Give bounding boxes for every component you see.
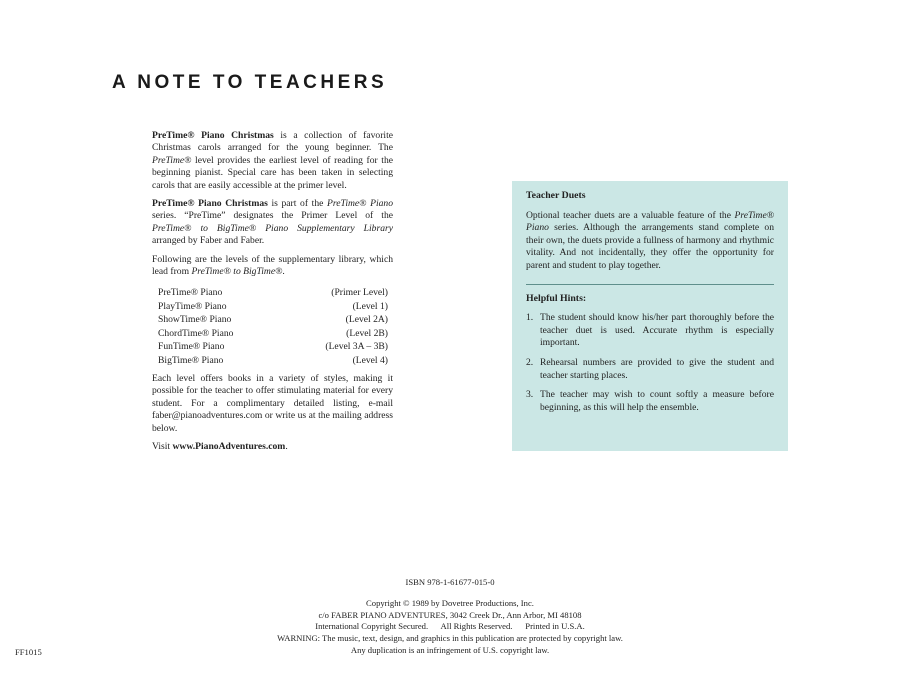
hints-heading: Helpful Hints: [526,292,587,304]
level-book: FunTime® Piano [158,341,225,353]
level-row [158,286,388,299]
level-value: (Level 3A – 3B) [325,341,388,353]
hints-list [526,312,774,414]
visit-label: Visit [152,440,173,452]
copyright-line: Copyright © 1989 by Dovetree Productions, Inc. [366,597,534,608]
hint-text: The teacher may wish to count softly a measure before beginning, as this will help the ensemble. [540,389,774,413]
duplication-line: Any duplication is an infringement of U.S. copyright law. [350,644,550,655]
intro-text: is a collection of favorite Christmas carols arranged for the young beginner. The [152,130,393,154]
visit-end: . [285,440,288,452]
intro-paragraph-3 [152,254,393,279]
hint-number: 3. [526,389,534,401]
level-value: (Level 1) [352,300,388,312]
hint-text: The student should know his/her part thoroughly before the teacher duet is used. Accurate rhythm is especially important. [540,312,774,349]
teacher-duets-panel [512,181,788,451]
visit-line [152,441,393,453]
level-row [158,327,388,340]
intro-text: Following are the levels of the supplementary library, which lead from [152,253,393,278]
copyright-footer [190,577,710,657]
level-row [158,340,388,353]
rights-line: International Copyright Secured. All Rights Reserved. Printed in U.S.A. [315,621,585,632]
hint-number: 1. [526,312,534,324]
level-book: ShowTime® Piano [158,314,232,326]
intro-paragraph-4: Each level offers books in a variety of styles, making it possible for the teacher to offer stimulating material for every student. For a complimentary detailed listing, e-mail faber@pianoadventures.com or write us at the mailing address below. [152,372,393,434]
level-row [158,354,388,367]
intro-column [152,130,393,459]
intro-text: is part of the [267,198,328,210]
intro-text: arranged by Faber and Faber. [152,235,265,247]
duets-paragraph [526,210,774,273]
panel-divider [526,284,774,285]
level-book: BigTime® Piano [158,354,224,366]
catalog-code: FF1015 [15,647,42,657]
level-book: PlayTime® Piano [158,300,227,312]
hint-item [526,389,774,414]
warning-line: WARNING: The music, text, design, and graphics in this publication are protected by copyright law. [277,633,623,644]
hint-item [526,312,774,350]
level-value: (Level 4) [352,354,388,366]
intro-text: level provides the earliest level of reading for the beginning pianist. Special care has been taken in selecting carols that are easily accessible at the primer level. [152,154,393,191]
level-row [158,300,388,313]
book-title: PreTime® Piano Christmas [152,198,268,210]
intro-text: . [282,266,285,278]
duets-text: Optional teacher duets are a valuable feature of the [526,209,735,221]
level-row [158,313,388,326]
hint-text: Rehearsal numbers are provided to give the student and teacher starting places. [540,356,774,381]
intro-paragraph-1 [152,130,393,192]
duets-heading: Teacher Duets [526,190,586,201]
library-name: PreTime® to BigTime® Piano Supplementary Library [152,222,393,234]
hint-number: 2. [526,356,534,368]
level-value: (Level 2A) [345,314,388,326]
intro-text: series. “PreTime” designates the Primer Level of the [152,210,393,222]
series-name: PreTime® Piano [327,198,393,210]
isbn: ISBN 978-1-61677-015-0 [405,577,495,587]
hint-item [526,357,774,382]
levels-table [158,286,388,366]
level-value: (Primer Level) [331,287,388,299]
intro-paragraph-2 [152,198,393,248]
website-link[interactable]: www.PianoAdventures.com [172,440,286,452]
duets-text: series. Although the arrangements stand complete on their own, the duets provide a fullness of harmony and rhythmic vitality. And not incidentally, they offer the opportunity for parent and student to play together. [526,222,774,271]
publisher-address: c/o FABER PIANO ADVENTURES, 3042 Creek Dr., Ann Arbor, MI 48108 [318,609,582,620]
level-book: ChordTime® Piano [158,327,234,339]
book-title: PreTime® Piano Christmas [152,130,274,141]
level-name: PreTime® [152,154,192,166]
series-name: PreTime® Piano [526,209,774,234]
page-title: A NOTE TO TEACHERS [112,72,388,93]
level-value: (Level 2B) [346,327,388,339]
level-book: PreTime® Piano [158,287,223,299]
library-range: PreTime® to BigTime® [191,266,283,278]
